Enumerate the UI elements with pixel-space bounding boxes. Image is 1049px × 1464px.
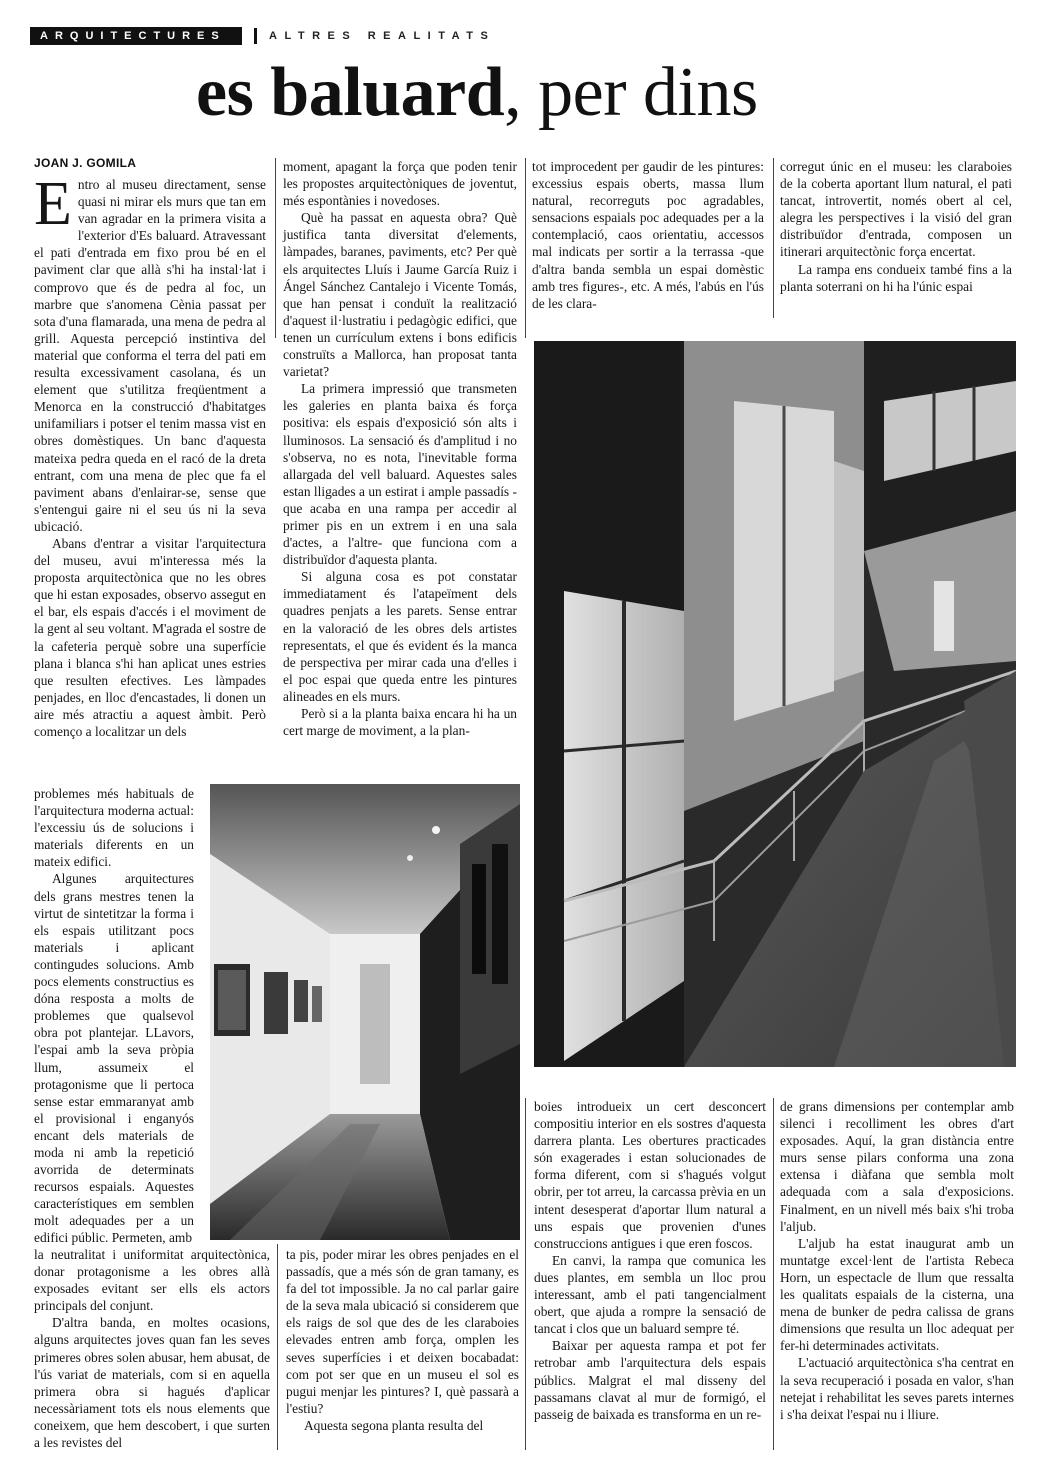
paragraph: tot improcedent per gaudir de les pintures: excessius espais oberts, massa llum natural, recorreguts poc agradables, sensacions espaials poc adequades per a la contemplació, caos orientatiu, accessos mal indicats per sortir a la terrassa -que d'altra banda sembla un espai domèstic amb tres figures-, etc. A més, l'abús en l'ús de les clara- — [532, 159, 764, 311]
article-column-4 — [780, 158, 1012, 295]
column-rule — [773, 158, 774, 318]
article-column-3 — [532, 158, 764, 312]
paragraph: En canvi, la rampa que comunica les dues plantes, em sembla un lloc prou interessant, amb el pati tangencialment obert, que ajuda a rompre la sensació de tancat i clos que un baluard sempre té. — [534, 1252, 766, 1337]
article-column-4-bottom — [780, 1098, 1014, 1423]
section-label-primary: ARQUITECTURES — [30, 27, 242, 45]
paragraph: D'altra banda, en moltes ocasions, alguns arquitectes joves quan fan les seves primeres obres solen abusar, hem abusat, de l'ús variat de materials, com si en aquella primera obra si hagués d'aplicar necessàriament tots els nous elements que coneixem, que hem descobert, i que surten a les revistes del — [34, 1315, 270, 1451]
article-column-2 — [283, 158, 517, 739]
column-rule — [773, 1098, 774, 1450]
paragraph: Però si a la planta baixa encara hi ha un cert marge de moviment, a la plan- — [283, 706, 517, 739]
paragraph: La rampa ens condueix també fins a la planta soterrani on hi ha l'únic espai — [780, 261, 1012, 294]
paragraph: L'aljub ha estat inaugurat amb un muntatge excel·lent de l'artista Rebeca Horn, un espectacle de llum que ressalta les qualitats espaials de la cisterna, una mena de bunker de pedra calissa de grans dimensions que resulta un lloc adequat per fer-hi determinades activitats. — [780, 1235, 1014, 1354]
paragraph: corregut únic en el museu: les claraboies de la coberta aportant llum natural, el pati tancat, introvertit, només obert al cel, alegra les perspectives i la visió del gran distribuïdor d'entrada, composen un itinerari arquitectònic força encertat. — [780, 159, 1012, 260]
paragraph: ta pis, poder mirar les obres penjades en el passadís, que a més són de gran tamany, es fa del tot impossible. Ja no cal parlar gaire de la seva mala ubicació si considerem que els raigs de sol que des de les claraboies elevades entren amb força, omplen les seves superfícies i et deixen bocabadat: com pot ser que en un museu el sol es pugui menjar les pintures? I, què passarà a l'estiu? — [286, 1247, 519, 1416]
paragraph: Algunes arquitectures dels grans mestres tenen la virtut de sintetitzar la forma i els espais utilitzant pocs materials i aplicant contingudes solucions. Amb pocs elements constructius es dóna resposta a molts de problemes que qualsevol obra pot plantejar. LLavors, l'espai amb la seva pròpia llum, assumeix el protagonisme que li pertoca sense estar emmaranyat amb el provisional i enganyós encant dels materials de moda ni amb la repetició avorrida de determinats recursos espaials. Aquestes característiques em semblen molt adequades per a un edifici públic. Permeten, amb — [34, 871, 194, 1246]
drop-cap: E — [34, 170, 72, 238]
paragraph: La primera impressió que transmeten les galeries en planta baixa és força positiva: els espais d'exposició són alts i lluminosos. La sensació és d'amplitud i no s'observa, no es nota, l'inevitable forma allargada del vell baluard. Aquestes sales estan lligades a un estirat i ample passadís -que acaba en una rampa per accedir al primer pis en un extrem i en una sala d'actes, a l'altre- que funciona com a distribuïdor d'aquesta planta. — [283, 381, 517, 568]
headline-rest: , per dins — [504, 54, 758, 131]
paragraph: Baixar per aquesta rampa et pot fer retrobar amb l'arquitectura dels espais públics. Malgrat el mal disseny del passamans clavat al mur de formigó, el passeig de baixada es transforma en un re- — [534, 1338, 766, 1422]
paragraph: Abans d'entrar a visitar l'arquitectura del museu, avui m'interessa més la proposta arquitectònica que no les obres que hi estan exposades, observo assegut en el bar, els espais d'accés i el moviment de la gent al seu voltant. M'agrada el sostre de la cafeteria perquè sobre una superfície plana i blanca s'hi han aplicat unes estries que resulten efectives. Les làmpades penjades, en lloc d'encastades, li donen un aire més atractiu a aquest àmbit. Però començo a localitzar un dels — [34, 535, 266, 739]
section-header — [30, 26, 495, 46]
article-column-1-narrow — [34, 785, 194, 1247]
article-column-1 — [34, 170, 266, 740]
paragraph: boies introdueix un cert desconcert compositiu interior en els sostres d'aquesta darrera planta. Les obertures practicades són exagerades i estan solucionades de forma diferent, com si s'hagués volgut obrir, per tot arreu, la carcassa prèvia en un intent desesperat d'aportar llum natural a uns espais que provenien d'unes construccions antigues i que eren foscos. — [534, 1099, 766, 1251]
paragraph — [34, 170, 266, 535]
paragraph: de grans dimensions per contemplar amb silenci i recolliment les obres d'art exposades. Aquí, la gran distància entre murs sense pilars conforma una zona extensa i diàfana que sembla molt adequada com a sala d'exposicions. Finalment, en un nivell més baix s'hi troba l'aljub. — [780, 1099, 1014, 1234]
paragraph: Què ha passat en aquesta obra? Què justifica tanta diversitat d'elements, làmpades, baranes, paviments, etc? Per què els arquitectes Lluís i Jaume García Ruiz i Ángel Sánchez Cantalejo i Vicente Tomás, que han pensat i conduït la realització d'aquest il·lustratiu i pedagògic edifici, que tenen un currículum extens i bons edificis construïts a Mallorca, han proposat tanta varietat? — [283, 210, 517, 380]
ramp-photo — [534, 341, 1016, 1067]
paragraph: problemes més habituals de l'arquitectura moderna actual: l'excessiu ús de solucions i materials diferents en un mateix edifici. — [34, 786, 194, 870]
headline — [196, 52, 758, 134]
column-rule — [525, 1098, 526, 1450]
column-rule — [275, 158, 276, 338]
paragraph-text: ntro al museu directament, sense quasi ni mirar els murs que tan em van agradar en la primera visita a l'exterior d'Es baluard. Atravessant el pati d'entrada em fixo prou bé en el paviment clar que allà s'hi ha instal·lat i comprovo que és de pedra al foc, un marbre que s'anomena Cènia passat per sota d'una flamarada, una mena de pedra al grill. Aquesta percepció instintiva del material que conforma el terra del pati em resulta excessivament casolana, és un element que s'utilitza freqüentment a Menorca en la construcció d'habitatges unifamiliars i potser el tenim massa vist en obres domèstiques. Un banc d'aquesta mateixa pedra queda en el racó de la dreta entrant, com una mena de plec que fa el paviment abans d'enlairar-se, sense que s'entengui gaire ni el seu ús ni la seva ubicació. — [34, 177, 266, 534]
paragraph: moment, apagant la força que poden tenir les propostes arquitectòniques de joventut, més espontànies i novedoses. — [283, 159, 517, 209]
headline-bold: es baluard — [196, 54, 505, 131]
gallery-photo — [210, 784, 520, 1240]
paragraph: la neutralitat i uniformitat arquitectònica, donar protagonisme a les obres allà exposades evitant ser ells els actors principals del conjunt. — [34, 1247, 270, 1314]
column-rule — [277, 1244, 278, 1450]
article-column-1-bottom — [34, 1246, 270, 1451]
article-column-2-bottom — [286, 1246, 519, 1434]
column-rule — [525, 158, 526, 338]
author-byline: JOAN J. GOMILA — [34, 156, 137, 170]
article-column-3-bottom — [534, 1098, 766, 1423]
paragraph: L'actuació arquitectònica s'ha centrat en la seva recuperació i posada en valor, s'han netejat i rehabilitat les seves parets internes i s'ha deixat l'espai nu i lliure. — [780, 1355, 1014, 1422]
ramp-photo-image — [534, 341, 1016, 1067]
gallery-photo-image — [210, 784, 520, 1240]
paragraph: Aquesta segona planta resulta del — [304, 1417, 484, 1433]
paragraph: Si alguna cosa es pot constatar immediatament és l'atapeïment dels quadres penjats a les parets. Sense entrar en la valoració de les obres dels artistes representats, el que és evident és la manca de perspectiva per mirar cada una d'elles i el poc espai que queda entre les pintures alineades en els murs. — [283, 569, 517, 704]
section-divider — [254, 28, 257, 44]
section-label-secondary: ALTRES REALITATS — [269, 30, 496, 42]
